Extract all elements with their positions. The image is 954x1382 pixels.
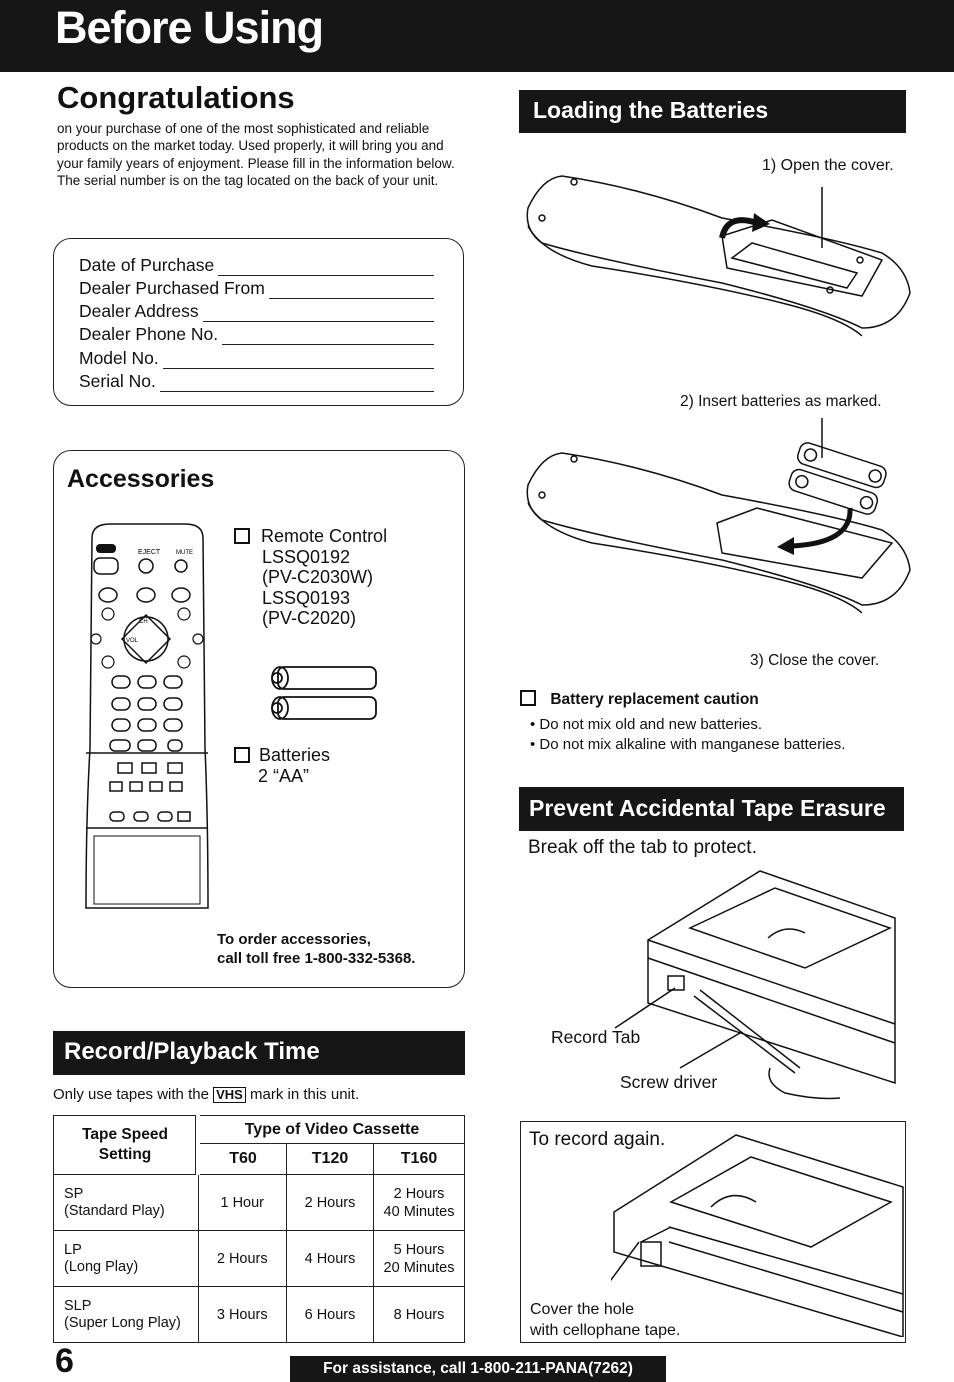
record-again-title: To record again. <box>529 1129 666 1150</box>
info-field-address[interactable]: Dealer Address <box>79 301 434 322</box>
mute-label: MUTE <box>176 550 193 556</box>
caution-checkbox[interactable] <box>520 690 536 706</box>
vhs-intro: Only use tapes with the VHS mark in this unit. <box>53 1086 360 1103</box>
caution-list <box>530 715 845 755</box>
info-field-model[interactable]: Model No. <box>79 348 434 369</box>
info-field-serial[interactable]: Serial No. <box>79 371 434 392</box>
eject-label: EJECT <box>138 549 161 556</box>
page-title: Before Using <box>55 2 324 53</box>
remote-model-2: LSSQ0193 <box>262 587 351 608</box>
accessories-heading: Accessories <box>67 465 215 493</box>
fill-line <box>163 356 434 369</box>
step-3: 3) Close the cover. <box>750 652 880 669</box>
fill-line <box>160 379 434 392</box>
batteries-checkbox[interactable] <box>234 747 250 763</box>
step-2: 2) Insert batteries as marked. <box>680 393 882 410</box>
record-playback-heading: Record/Playback Time <box>53 1031 465 1075</box>
fill-line <box>218 263 434 276</box>
table-row: SLP (Super Long Play) 3 Hours 6 Hours 8 Hours <box>54 1287 465 1343</box>
table-row: SP (Standard Play) 1 Hour 2 Hours 2 Hours 40 Minutes <box>54 1175 465 1231</box>
table-row: LP (Long Play) 2 Hours 4 Hours 5 Hours 20 Minutes <box>54 1231 465 1287</box>
ch-label: CH <box>139 619 148 625</box>
assistance-bar: For assistance, call 1-800-211-PANA(7262) <box>290 1356 666 1382</box>
col-t120: T120 <box>287 1144 374 1175</box>
list-item: • Do not mix old and new batteries. <box>530 716 763 733</box>
col-cassette-type: Type of Video Cassette <box>198 1116 465 1144</box>
remote-control-illustration <box>80 518 215 918</box>
remote-model-2-note: (PV-C2020) <box>262 608 357 628</box>
col-tape-speed: Tape Speed Setting <box>54 1116 199 1175</box>
caution-title: Battery replacement caution <box>520 690 759 709</box>
screw-driver-label: Screw driver <box>620 1072 718 1092</box>
toll-free-number: call toll free 1-800-332-5368. <box>217 950 416 967</box>
fill-line <box>269 286 434 299</box>
record-tab-label: Record Tab <box>551 1027 641 1047</box>
accessory-remote: Remote Control LSSQ0192 (PV-C2030W) LSSQ0193 (PV-C2020) <box>234 526 387 629</box>
loading-batteries-heading: Loading the Batteries <box>519 90 906 133</box>
congratulations-heading: Congratulations <box>57 80 295 115</box>
remote-checkbox[interactable] <box>234 528 250 544</box>
remote-insert-batteries-illustration <box>522 413 914 618</box>
info-field-dealer[interactable]: Dealer Purchased From <box>79 278 434 299</box>
prevent-subtitle: Break off the tab to protect. <box>528 837 757 858</box>
header-bar <box>0 0 954 72</box>
congratulations-text: on your purchase of one of the most sophisticated and reliable products on the market today. Used properly, it will bring you and your family years of enjoyment. Please fill in the information below. The serial number is on the tag located on the back of your unit. <box>57 121 455 188</box>
vhs-logo: VHS <box>213 1087 246 1103</box>
col-t160: T160 <box>374 1144 465 1175</box>
vol-label: VOL <box>126 638 139 644</box>
accessory-batteries: Batteries 2 “AA” <box>234 745 330 786</box>
remote-open-cover-illustration <box>522 168 914 338</box>
page-number: 6 <box>55 1342 74 1380</box>
purchase-info-box <box>53 238 464 406</box>
fill-line <box>222 332 434 345</box>
col-t60: T60 <box>198 1144 287 1175</box>
info-field-date[interactable]: Date of Purchase <box>79 255 434 276</box>
record-playback-table <box>53 1115 465 1343</box>
remote-model-1: LSSQ0192 <box>262 546 351 567</box>
remote-model-1-note: (PV-C2030W) <box>262 567 374 587</box>
cover-hole-note: Cover the hole with cellophane tape. <box>530 1301 681 1339</box>
record-again-box <box>520 1121 906 1343</box>
info-field-phone[interactable]: Dealer Phone No. <box>79 324 434 345</box>
batteries-type: 2 “AA” <box>258 765 310 786</box>
order-info: To order accessories, call toll free 1-800-332-5368. <box>217 931 416 967</box>
fill-line <box>203 309 434 322</box>
prevent-erasure-heading: Prevent Accidental Tape Erasure <box>519 787 904 831</box>
step-1: 1) Open the cover. <box>762 157 894 174</box>
list-item: • Do not mix alkaline with manganese batteries. <box>530 736 846 753</box>
cassette-break-tab-illustration <box>590 868 900 1103</box>
battery-icon <box>268 664 380 722</box>
